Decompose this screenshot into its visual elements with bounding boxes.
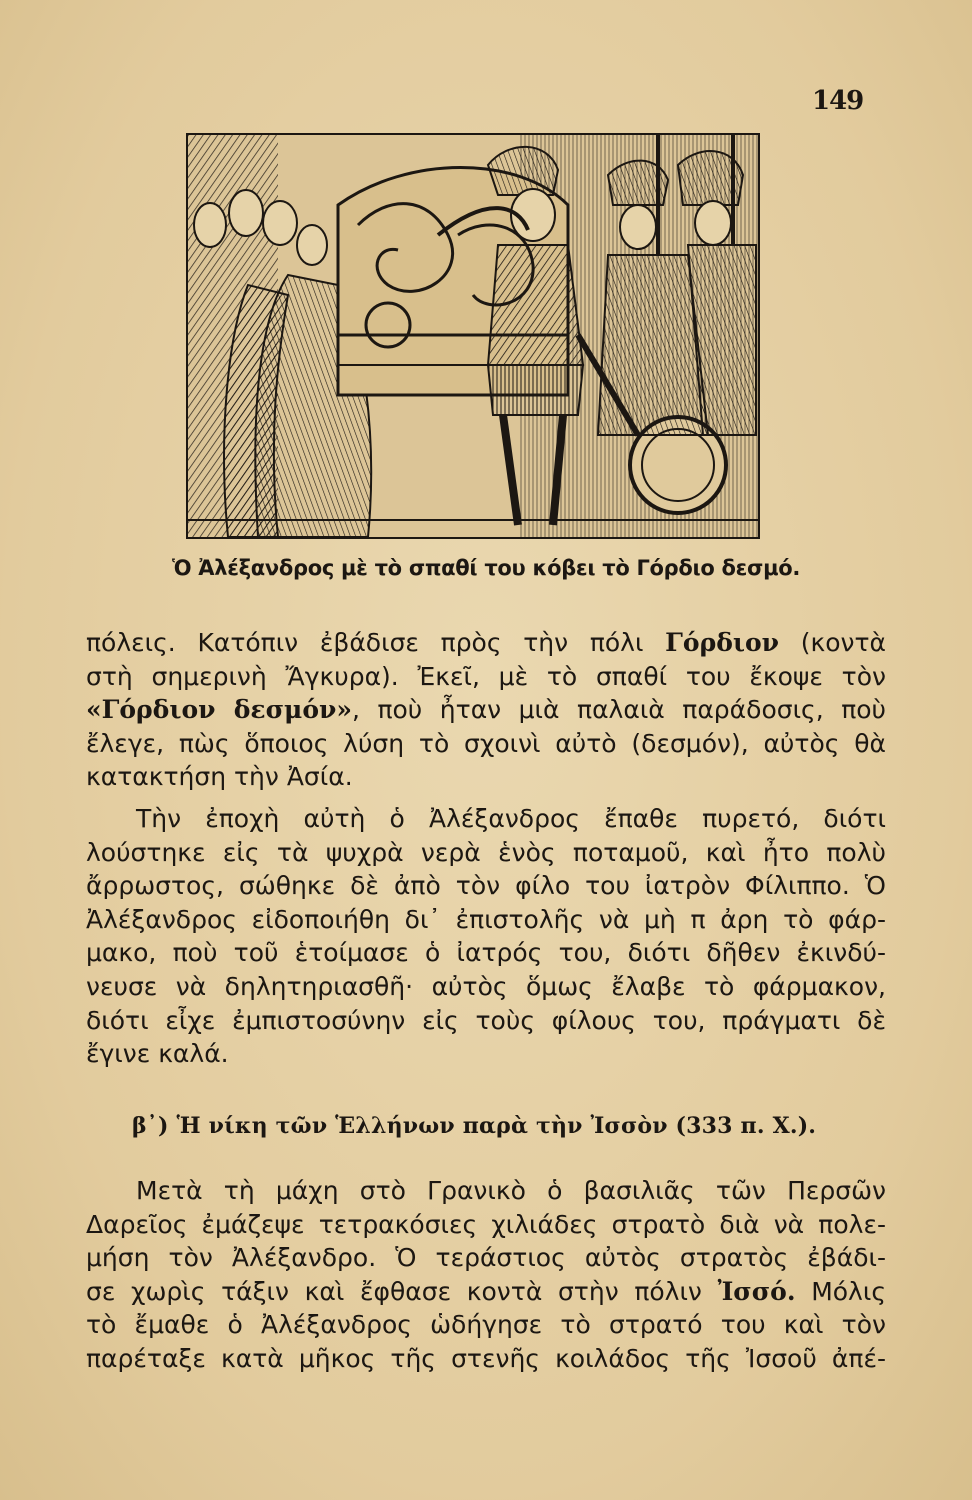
text-line: Ἀλέξανδρος εἰδοποιήθη δι᾽ ἐπιστολῆς νὰ μὴ π ἀρη τὸ φάρ-	[86, 904, 886, 934]
text-line: λούστηκε εἰς τὰ ψυχρὰ νερὰ ἑνὸς ποταμοῦ, καὶ ἦτο πολὺ	[86, 837, 886, 867]
text-line: παρέταξε κατὰ μῆκος τῆς στενῆς κοιλάδος τῆς Ἰσσοῦ ἀπέ-	[86, 1343, 886, 1373]
text-line: πόλεις. Κατόπιν ἐβάδισε πρὸς τὴν πόλι Γόρδιον (κοντὰ	[86, 628, 886, 657]
text-line: διότι εἶχε ἐμπιστοσύνην εἰς τοὺς φίλους του, πράγματι δὲ	[86, 1005, 886, 1035]
text-line: «Γόρδιον δεσμόν», ποὺ ἦταν μιὰ παλαιὰ παράδοσις, ποὺ	[86, 695, 887, 725]
text-line: στὴ σημερινὴ Ἄγκυρα). Ἐκεῖ, μὲ τὸ σπαθί του ἔκοψε τὸν	[86, 661, 886, 691]
text-line: ἔγινε καλά.	[86, 1039, 229, 1069]
text-line: Τὴν ἐποχὴ αὐτὴ ὁ Ἀλέξανδρος ἔπαθε πυρετό, διότι	[136, 804, 886, 833]
text-line: ἔλεγε, πὼς ὅποιος λύση τὸ σχοινὶ αὐτὸ (δεσμόν), αὐτὸς θὰ	[86, 728, 886, 758]
section-heading-issus: β᾽) Ἡ νίκη τῶν Ἑλλήνων παρὰ τὴν Ἰσσὸν (333 π. Χ.).	[132, 1113, 817, 1139]
text-line: κατακτήση τὴν Ἀσία.	[86, 762, 353, 792]
page-number: 149	[812, 86, 864, 116]
text-line: Δαρεῖος ἐμάζεψε τετρακόσιες χιλιάδες στρατὸ διὰ νὰ πολε-	[86, 1209, 886, 1239]
figure-caption: Ὁ Ἀλέξανδρος μὲ τὸ σπαθί του κόβει τὸ Γόρδιο δεσμό.	[172, 556, 801, 580]
text-line: Μετὰ τὴ μάχη στὸ Γρανικὸ ὁ βασιλιᾶς τῶν Περσῶν	[136, 1176, 886, 1205]
text-line: τὸ ἔμαθε ὁ Ἀλέξανδρος ὡδήγησε τὸ στρατό του καὶ τὸν	[86, 1310, 886, 1340]
text-line: ἄρρωστος, σώθηκε δὲ ἀπὸ τὸν φίλο του ἰατρὸν Φίλιππο. Ὁ	[86, 871, 886, 901]
engraving-illustration	[186, 133, 760, 539]
paragraph-gordion	[86, 626, 886, 794]
paragraph-fever	[86, 802, 886, 1071]
paragraph-issus	[86, 1174, 886, 1376]
text-line: νευσε νὰ δηλητηριασθῆ· αὐτὸς ὅμως ἔλαβε τὸ φάρμακον,	[86, 971, 886, 1001]
text-line: σε χωρὶς τάξιν καὶ ἔφθασε κοντὰ στὴν πόλιν Ἰσσό. Μόλις	[86, 1276, 886, 1306]
gordian-knot-engraving	[188, 135, 758, 537]
text-line: μακο, ποὺ τοῦ ἑτοίμασε ὁ ἰατρός του, διότι δῆθεν ἐκινδύ-	[86, 938, 886, 968]
text-line: μήση τὸν Ἀλέξανδρο. Ὁ τεράστιος αὐτὸς στρατὸς ἐβάδι-	[86, 1243, 886, 1273]
